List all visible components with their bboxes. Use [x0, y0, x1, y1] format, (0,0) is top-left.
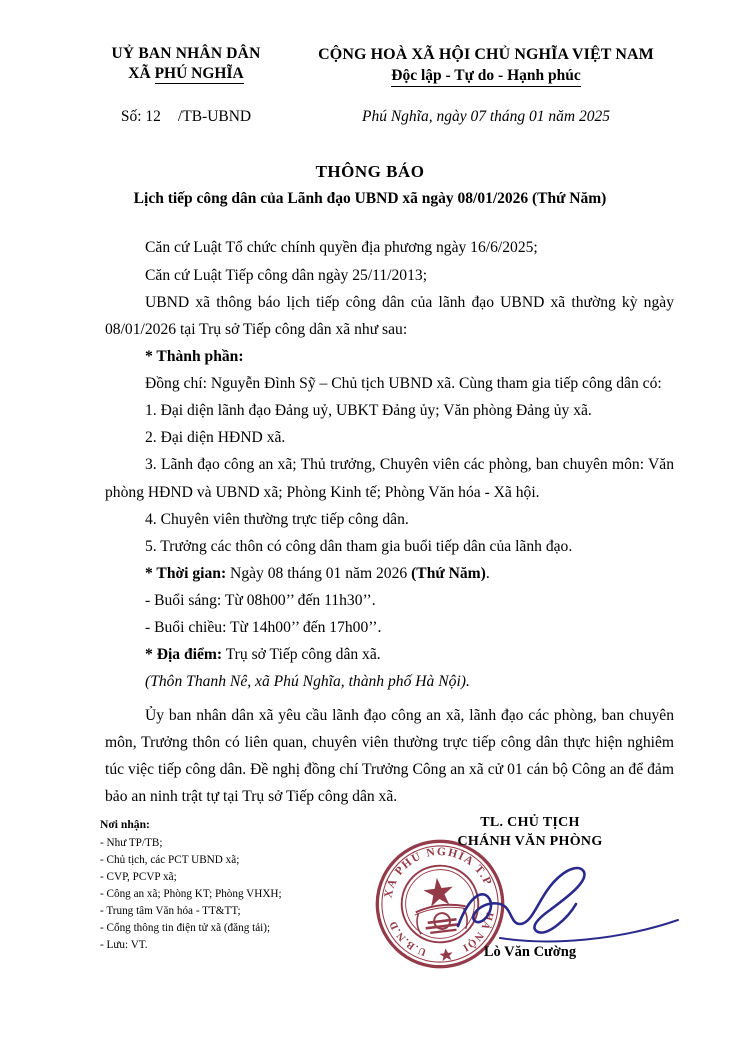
place-section	[105, 641, 674, 668]
organization-prefix: XÃ	[128, 65, 155, 83]
issuing-organization	[70, 44, 302, 85]
document-header	[0, 0, 740, 86]
time-section-period: .	[485, 564, 490, 582]
recipients-title: Nơi nhận:	[100, 818, 150, 831]
organization-line-1: UỶ BAN NHÂN DÂN	[111, 45, 261, 62]
national-motto	[302, 65, 670, 86]
time-section	[105, 560, 674, 587]
document-subtitle: Lịch tiếp công dân của Lãnh đạo UBND xã ngày 08/01/2026 (Thứ Năm)	[133, 190, 607, 208]
place-section-value: Trụ sở Tiếp công dân xã.	[222, 646, 381, 664]
national-motto-text: Độc lập - Tự do - Hạnh phúc	[391, 67, 580, 87]
signer-name: Lò Văn Cường	[483, 943, 577, 960]
signature-role: CHÁNH VĂN PHÒNG	[457, 833, 603, 849]
signature-block	[380, 812, 680, 961]
seal-bottom-left-text: U.B.N.D	[387, 918, 428, 958]
recipients-block	[100, 812, 282, 954]
seal-top-text: XÃ PHÚ NGHĨA T.P	[382, 845, 495, 900]
legal-basis-2: Căn cứ Luật Tiếp công dân ngày 25/11/2013;	[145, 266, 428, 284]
list-item: - Lưu: VT.	[100, 938, 148, 951]
document-body	[0, 234, 740, 810]
time-section-weekday: (Thứ Năm)	[411, 564, 486, 582]
time-section-value: Ngày 08 tháng 01 năm 2026	[226, 564, 412, 582]
document-number	[70, 108, 302, 126]
closing-paragraph: Ủy ban nhân dân xã yêu cầu lãnh đạo công an xã, lãnh đạo các phòng, ban chuyên môn, Trưởng thôn có liên quan, chuyên viên thường trực tiếp công dân thực hiện nghiêm túc việc tiếp công dân. Đề nghị đồng chí Trưởng Công an xã cử 01 cán bộ Công an để đảm bảo an ninh trật tự tại Trụ sở Tiếp công dân xã.	[105, 706, 674, 805]
legal-basis-1: Căn cứ Luật Tổ chức chính quyền địa phương ngày 16/6/2025;	[145, 239, 538, 257]
document-date: Phú Nghĩa, ngày 07 tháng 01 năm 2025	[362, 108, 610, 126]
participant-item-1: 1. Đại diện lãnh đạo Đảng uỷ, UBKT Đảng ủy; Văn phòng Đảng ủy xã.	[145, 402, 592, 420]
time-section-label: * Thời gian:	[145, 564, 227, 582]
document-number-value: Số: 12	[120, 108, 161, 126]
intro-paragraph: UBND xã thông báo lịch tiếp công dân của lãnh đạo UBND xã thường kỳ ngày 08/01/2026 tại Trụ sở Tiếp công dân xã như sau:	[105, 293, 674, 338]
document-number-suffix: /TB-UBND	[177, 108, 252, 126]
participant-item-4: 4. Chuyên viên thường trực tiếp công dân.	[145, 510, 409, 528]
chairman-line: Đồng chí: Nguyễn Đình Sỹ – Chủ tịch UBND xã. Cùng tham gia tiếp công dân có:	[145, 375, 662, 393]
national-heading	[302, 44, 670, 86]
list-item: - CVP, PCVP xã;	[100, 870, 177, 883]
recipients-list	[100, 835, 282, 954]
participant-item-3: 3. Lãnh đạo công an xã; Thủ trưởng, Chuyên viên các phòng, ban chuyên môn: Văn phòng HĐND và UBND xã; Phòng Kinh tế; Phòng Văn hóa - Xã hội.	[105, 456, 674, 501]
document-meta-row	[0, 86, 740, 126]
organization-line-2	[70, 64, 302, 84]
document-type-title: THÔNG BÁO	[315, 162, 425, 182]
organization-commune-name: PHÚ NGHĨA	[154, 65, 244, 83]
time-afternoon: - Buổi chiều: Từ 14h00’’ đến 17h00’’.	[145, 619, 382, 637]
list-item: - Như TP/TB;	[100, 836, 163, 849]
document-footer	[0, 812, 740, 1047]
signature-authority-title: TL. CHỦ TỊCH	[480, 815, 580, 830]
title-block	[0, 162, 740, 208]
participants-section-label: * Thành phần:	[145, 347, 244, 365]
place-section-label: * Địa điểm:	[145, 646, 223, 664]
list-item: - Chủ tịch, các PCT UBND xã;	[100, 853, 240, 866]
time-morning: - Buổi sáng: Từ 08h00’’ đến 11h30’’.	[145, 592, 376, 610]
national-title: CỘNG HOÀ XÃ HỘI CHỦ NGHĨA VIỆT NAM	[318, 46, 654, 63]
list-item: - Công an xã; Phòng KT; Phòng VHXH;	[100, 887, 282, 900]
list-item: - Cổng thông tin điện tử xã (đăng tải);	[100, 921, 271, 934]
place-address: (Thôn Thanh Nê, xã Phú Nghĩa, thành phố Hà Nội).	[145, 673, 470, 691]
seal-bottom-right-text: HÀ NỘI	[459, 910, 495, 954]
participant-item-2: 2. Đại diện HĐND xã.	[145, 429, 286, 447]
list-item: - Trung tâm Văn hóa - TT&TT;	[100, 904, 241, 917]
participant-item-5: 5. Trưởng các thôn có công dân tham gia buổi tiếp dân của lãnh đạo.	[145, 537, 573, 555]
